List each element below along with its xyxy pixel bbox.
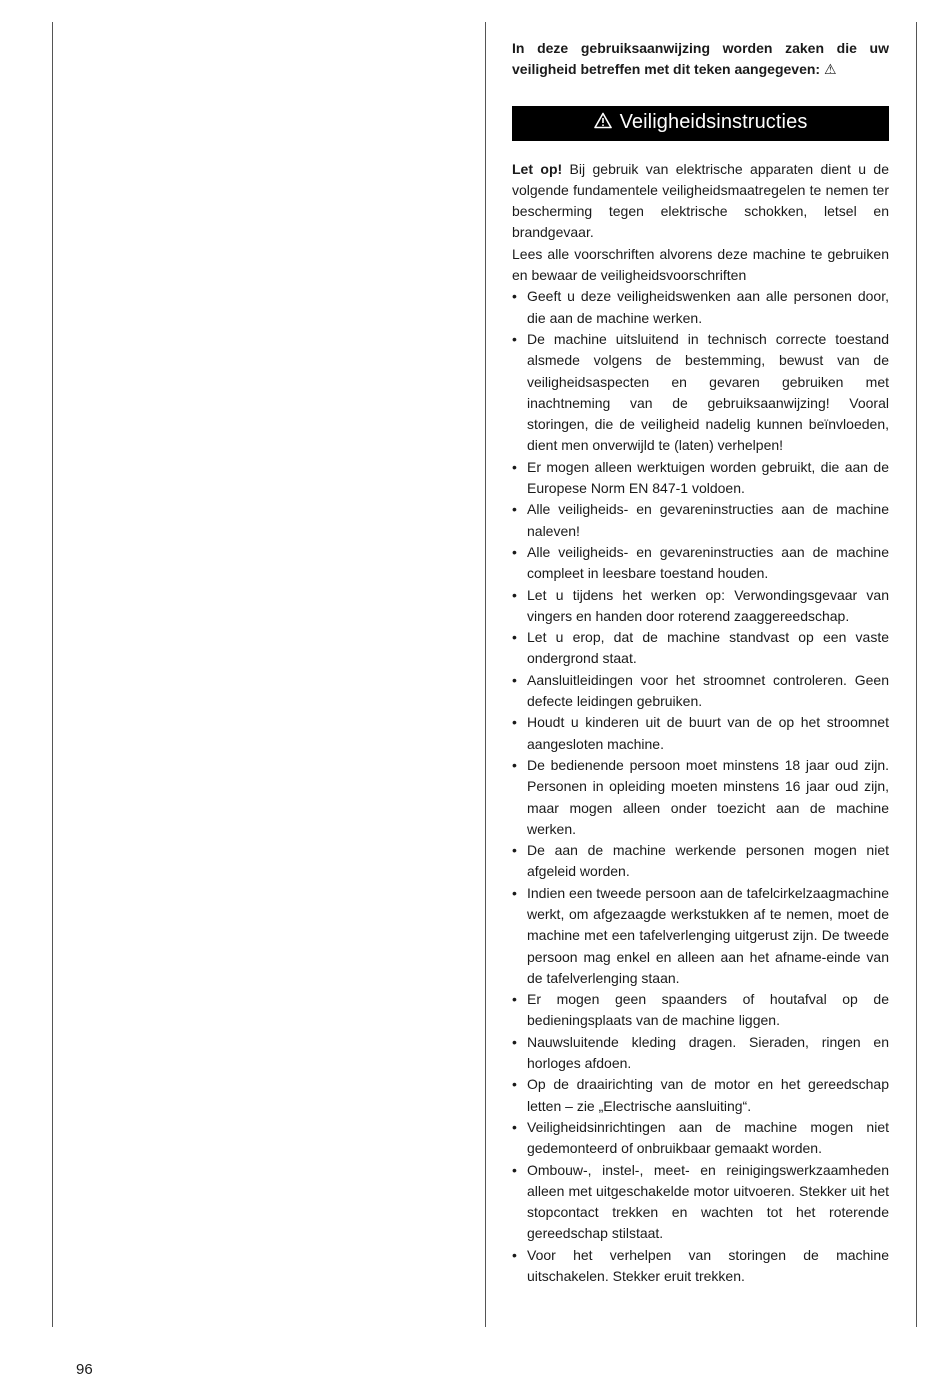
middle-column-rule xyxy=(485,22,486,1327)
bullet-icon: • xyxy=(512,842,517,859)
bullet-icon: • xyxy=(512,458,517,475)
warning-triangle-icon xyxy=(594,112,612,134)
bullet-icon: • xyxy=(512,1161,517,1178)
bullet-icon: • xyxy=(512,1246,517,1263)
bullet-icon: • xyxy=(512,543,517,560)
list-item: • Op de draairichting van de motor en het gereedschap letten – zie „Electrische aansluiting“. xyxy=(512,1076,889,1114)
list-item: • Ombouw-, instel-, meet- en reinigingswerkzaamheden alleen met uitgeschakelde motor uitvoeren. Stekker uit het stopcontact trekken en wachten tot het roterende gereedschap stilstaat. xyxy=(512,1161,889,1242)
bullet-icon: • xyxy=(512,501,517,518)
list-item: • Geeft u deze veiligheidswenken aan alle personen door, die aan de machine werken. xyxy=(512,288,889,326)
safety-list xyxy=(512,286,889,1287)
bullet-icon: • xyxy=(512,714,517,731)
right-column-rule xyxy=(916,22,917,1327)
list-item: • Indien een tweede persoon aan de tafelcirkelzaagmachine werkt, om afgezaagde werkstukken af te nemen, moet de machine met een tafelverlenging uitgerust zijn. De tweede persoon mag enkel en alleen aan het afname-einde van de tafelverlenging staan. xyxy=(512,884,889,986)
bullet-icon: • xyxy=(512,1118,517,1135)
list-item: • Veiligheidsinrichtingen aan de machine mogen niet gedemonteerd of onbruikbaar gemaakt worden. xyxy=(512,1118,889,1157)
note-text: Bij gebruik van elektrische apparaten dient u de volgende fundamentele veiligheidsmaatregelen te nemen ter bescherming tegen elektrische schokken, letsel en brandgevaar. xyxy=(512,160,889,241)
note-paragraph xyxy=(512,159,889,244)
list-item: • Voor het verhelpen van storingen de machine uitschakelen. Stekker eruit trekken. xyxy=(512,1246,889,1285)
bullet-icon: • xyxy=(512,671,517,688)
read-instructions-paragraph: Lees alle voorschriften alvorens deze machine te gebruiken en bewaar de veiligheidsvoorschriften xyxy=(512,245,889,284)
bullet-icon: • xyxy=(512,1033,517,1050)
list-item: • Houdt u kinderen uit de buurt van de op het stroomnet aangesloten machine. xyxy=(512,714,889,752)
bullet-icon: • xyxy=(512,629,517,646)
list-item: • Let u tijdens het werken op: Verwondingsgevaar van vingers en handen door roterend zaaggereedschap. xyxy=(512,586,889,624)
section-body xyxy=(512,159,889,1288)
bullet-icon: • xyxy=(512,1076,517,1093)
bullet-icon: • xyxy=(512,586,517,603)
note-label: Let op! xyxy=(512,160,563,177)
section-header xyxy=(512,106,889,141)
list-item: • Let u erop, dat de machine standvast op een vaste ondergrond staat. xyxy=(512,629,889,667)
list-item: • Alle veiligheids- en gevareninstructies aan de machine naleven! xyxy=(512,501,889,539)
bullet-icon: • xyxy=(512,330,517,347)
page-number: 96 xyxy=(76,1361,93,1378)
bullet-icon: • xyxy=(512,288,517,305)
list-item: • Aansluitleidingen voor het stroomnet controleren. Geen defecte leidingen gebruiken. xyxy=(512,671,889,710)
bullet-icon: • xyxy=(512,756,517,773)
list-item: • Nauwsluitende kleding dragen. Sieraden, ringen en horloges afdoen. xyxy=(512,1033,889,1072)
intro-text: In deze gebruiksaanwijzing worden zaken die uw veiligheid betreffen met dit teken aangegeven: ⚠ xyxy=(512,40,889,78)
bullet-icon: • xyxy=(512,991,517,1008)
list-item: • De bedienende persoon moet minstens 18 jaar oud zijn. Personen in opleiding moeten minstens 16 jaar oud zijn, maar mogen alleen onder toezicht aan de machine werken. xyxy=(512,756,889,837)
list-item: • Alle veiligheids- en gevareninstructies aan de machine compleet in leesbare toestand houden. xyxy=(512,543,889,582)
list-item: • De aan de machine werkende personen mogen niet afgeleid worden. xyxy=(512,842,889,880)
left-column-rule xyxy=(52,22,53,1327)
list-item: • De machine uitsluitend in technisch correcte toestand alsmede volgens de bestemming, bewust van de veiligheidsaspecten en gevaren gebruiken met inachtneming van de gebruiksaanwijzing! Vooral storingen, die de veiligheid nadelig kunnen beïnvloeden, dient men onverwijld te (laten) verhelpen! xyxy=(512,330,889,454)
list-item: • Er mogen alleen werktuigen worden gebruikt, die aan de Europese Norm EN 847-1 voldoen. xyxy=(512,458,889,497)
section-title: Veiligheidsinstructies xyxy=(619,111,808,134)
bullet-icon: • xyxy=(512,884,517,901)
list-item: • Er mogen geen spaanders of houtafval op de bedieningsplaats van de machine liggen. xyxy=(512,991,889,1029)
right-text-column xyxy=(512,38,889,1287)
